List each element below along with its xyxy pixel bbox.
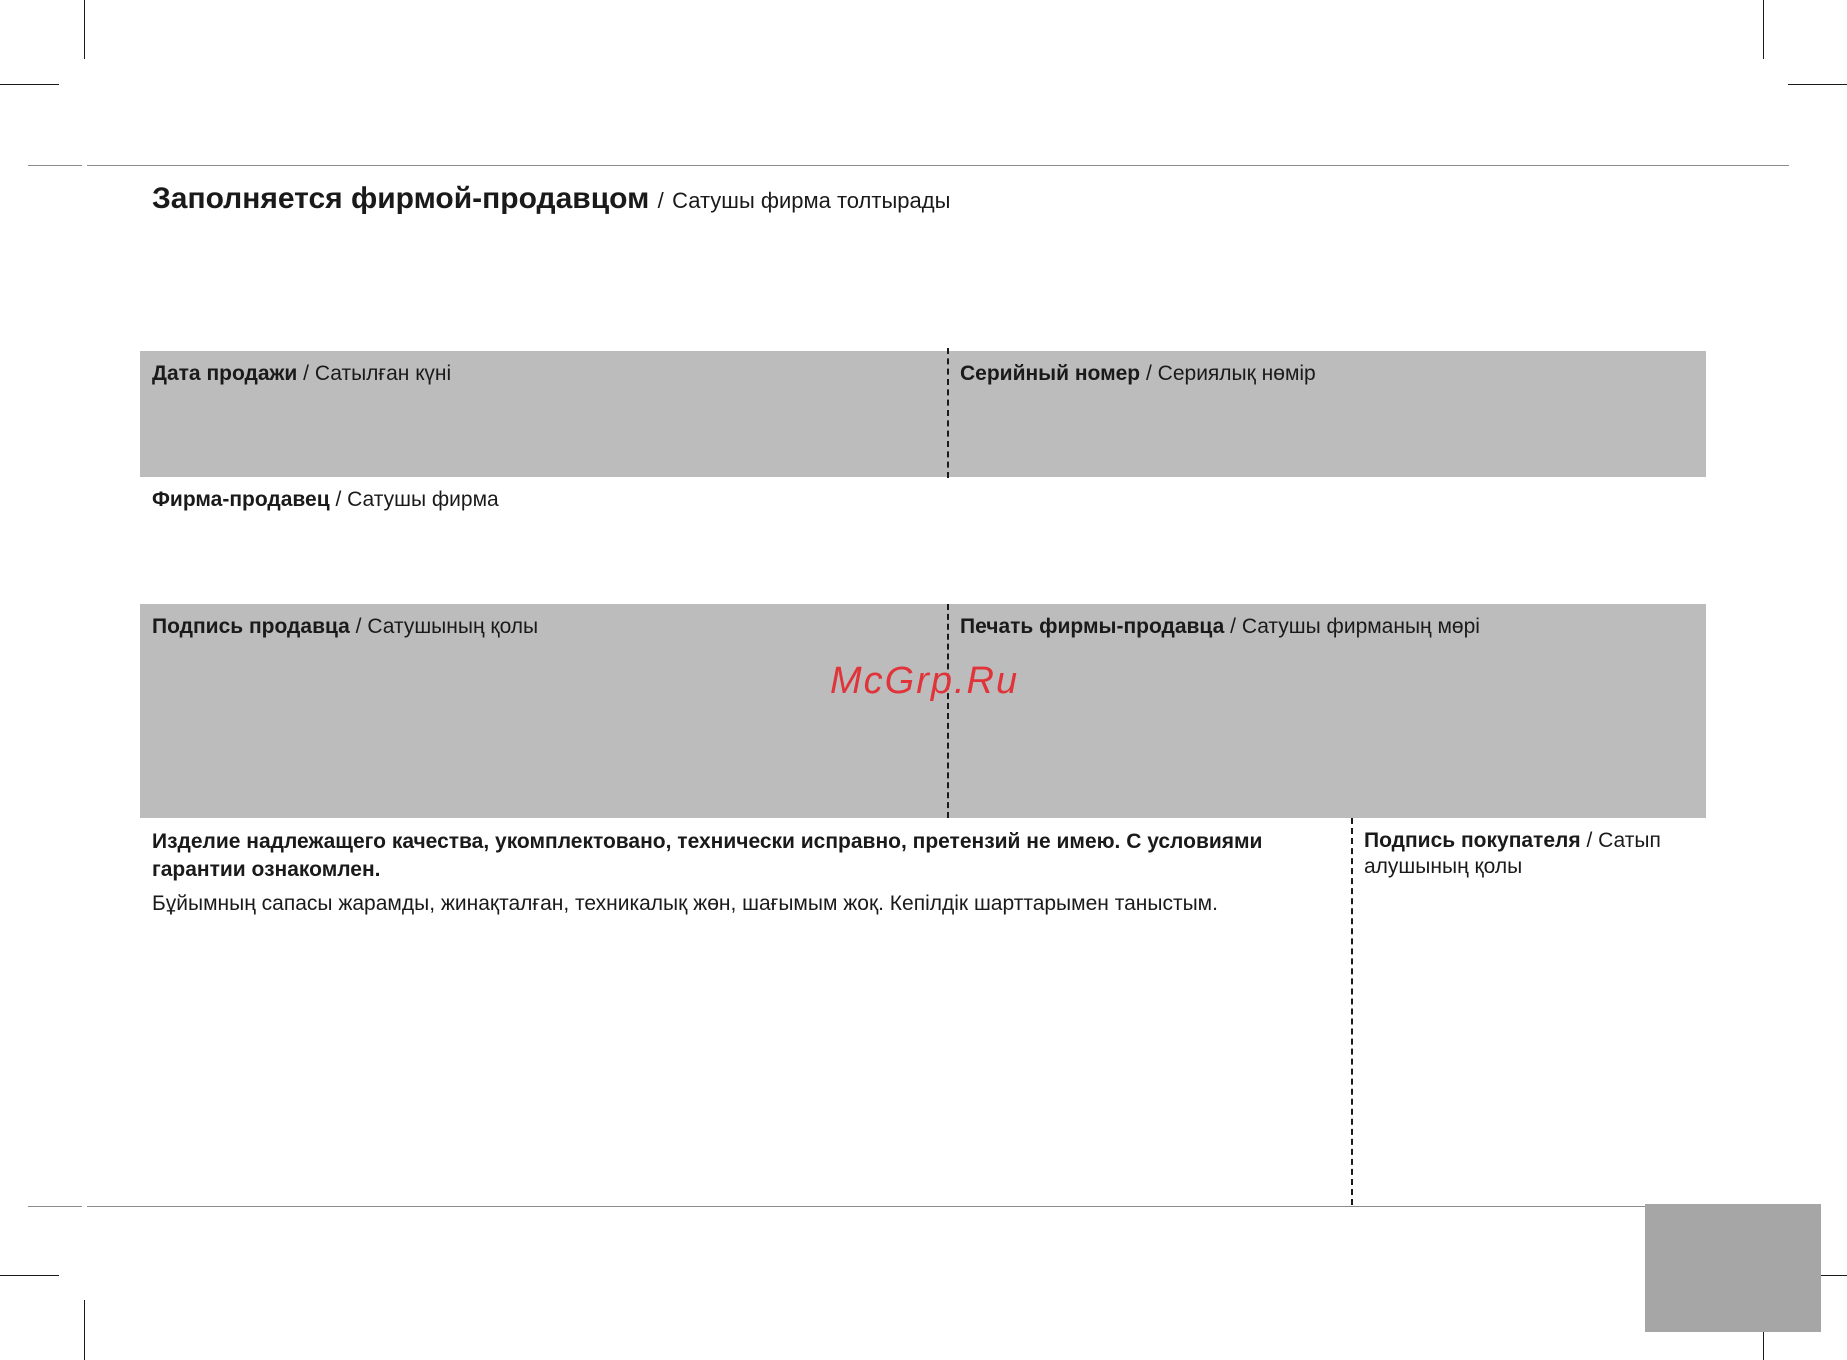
field-separator: / bbox=[1145, 362, 1152, 385]
seller-company-label-kz: Сатушы фирма bbox=[347, 488, 499, 511]
title-separator: / bbox=[657, 188, 664, 213]
page-title bbox=[152, 182, 950, 216]
buyer-signature-label-ru: Подпись покупателя bbox=[1364, 829, 1581, 852]
seller-signature-field[interactable] bbox=[152, 615, 538, 639]
sale-date-label-ru: Дата продажи bbox=[152, 362, 298, 385]
serial-number-label-ru: Серийный номер bbox=[960, 362, 1141, 385]
field-separator: / bbox=[1586, 829, 1593, 852]
top-rule bbox=[87, 165, 1789, 166]
top-rule bbox=[28, 165, 82, 166]
page-title-kz: Сатушы фирма толтырады bbox=[672, 188, 951, 213]
page-corner-tab bbox=[1645, 1204, 1821, 1332]
buyer-signature-label-kz: Сатып алушының қолы bbox=[1364, 829, 1661, 878]
page-title-ru: Заполняется фирмой-продавцом bbox=[152, 182, 650, 215]
serial-number-field[interactable] bbox=[960, 362, 1316, 386]
acceptance-statement bbox=[152, 828, 1344, 918]
crop-mark bbox=[84, 1300, 85, 1360]
watermark: McGrp.Ru bbox=[830, 660, 1020, 702]
column-divider bbox=[947, 348, 949, 478]
seller-company-label-ru: Фирма-продавец bbox=[152, 488, 330, 511]
crop-mark bbox=[1788, 84, 1847, 85]
seller-stamp-field[interactable] bbox=[960, 615, 1480, 639]
buyer-signature-field[interactable] bbox=[1364, 828, 1684, 880]
field-separator: / bbox=[303, 362, 309, 385]
crop-mark bbox=[0, 84, 59, 85]
sale-date-field[interactable] bbox=[152, 362, 451, 386]
sale-date-label-kz: Сатылған күні bbox=[314, 362, 452, 385]
crop-mark bbox=[0, 1275, 59, 1276]
field-separator: / bbox=[355, 615, 362, 638]
bottom-rule bbox=[87, 1206, 1647, 1207]
seller-signature-label-ru: Подпись продавца bbox=[152, 615, 350, 638]
seller-signature-label-kz: Сатушының қолы bbox=[367, 615, 539, 638]
buyer-column-divider bbox=[1351, 818, 1353, 1205]
seller-stamp-label-ru: Печать фирмы-продавца bbox=[960, 615, 1225, 638]
crop-mark bbox=[1763, 0, 1764, 59]
bottom-rule bbox=[28, 1206, 82, 1207]
serial-number-label-kz: Сериялық нөмір bbox=[1157, 362, 1316, 385]
crop-mark bbox=[84, 0, 85, 59]
column-divider bbox=[947, 604, 949, 818]
statement-kz: Бұйымның сапасы жарамды, жинақталған, техникалық жөн, шағымым жоқ. Кепілдік шарттарымен таныстым. bbox=[152, 892, 1218, 915]
seller-company-field[interactable] bbox=[152, 488, 499, 512]
field-separator: / bbox=[1230, 615, 1236, 638]
statement-ru: Изделие надлежащего качества, укомплектовано, технически исправно, претензий не имею. С условиями гарантии ознакомлен. bbox=[152, 830, 1263, 881]
field-separator: / bbox=[335, 488, 342, 511]
seller-stamp-label-kz: Сатушы фирманың мөрі bbox=[1241, 615, 1480, 638]
